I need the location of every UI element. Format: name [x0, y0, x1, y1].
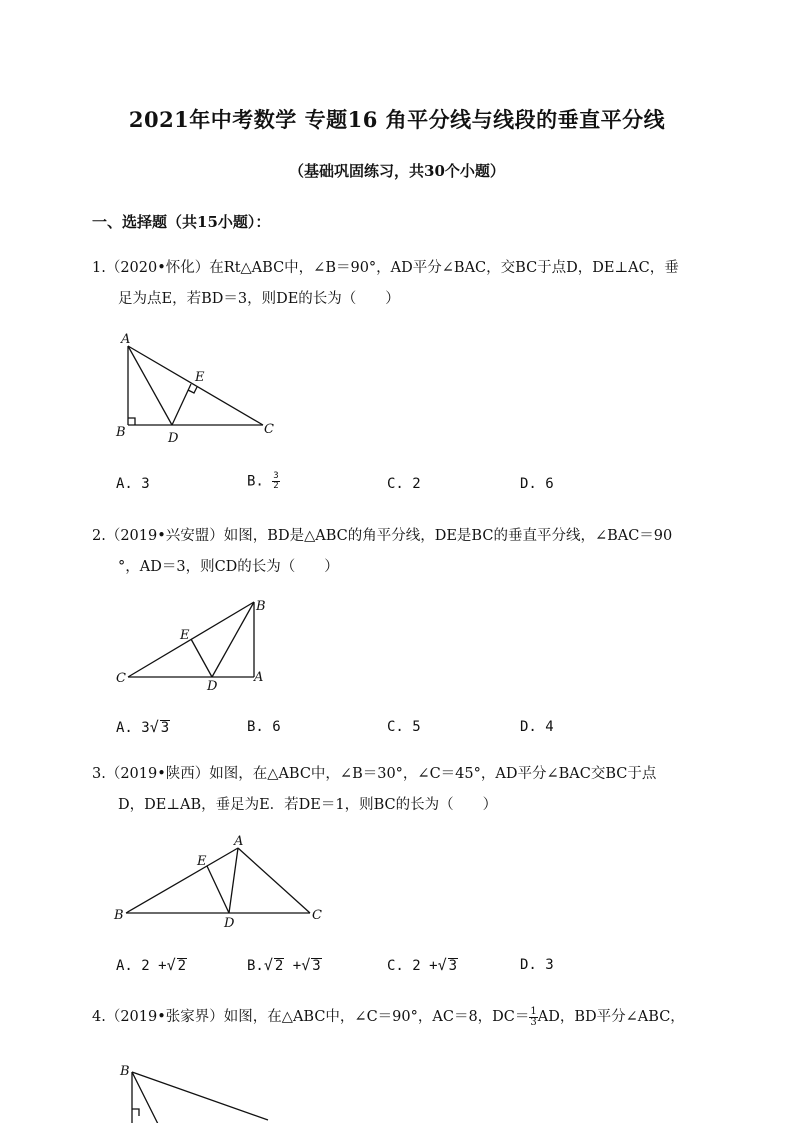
- section-heading: 一、选择题（共15小题）：: [92, 213, 271, 231]
- q1-label-d: D: [168, 431, 179, 446]
- q2-perp-bisector-de: [191, 639, 212, 677]
- q2-option-c: C. 5: [387, 719, 421, 735]
- question-4-line-1: 4.（2019•张家界）如图，在△ABC中，∠C＝90°，AC＝8，DC＝ $\frac{1}{3}$ AD，BD平分∠ABC，: [92, 1005, 685, 1028]
- q1-label-a: A: [121, 332, 131, 347]
- question-1-line-2: 足为点E，若BD＝3，则DE的长为（ ）: [118, 291, 400, 307]
- q3-option-c: C. 2 +√ 3: [387, 956, 458, 974]
- question-2-line-1: 2.（2019•兴安盟）如图，BD是△ABC的角平分线，DE是BC的垂直平分线，∠BAC＝90: [92, 528, 673, 544]
- page-title: 2021年中考数学 专题16 角平分线与线段的垂直平分线: [128, 107, 666, 132]
- q1-side-ac: [128, 346, 263, 425]
- question-2-line-2: °，AD＝3，则CD的长为（ ）: [118, 559, 339, 575]
- question-1-figure: [108, 328, 288, 448]
- q1-label-e: E: [195, 370, 205, 385]
- page-subtitle: （基础巩固练习，共30个小题）: [289, 162, 505, 180]
- question-1-line-1: 1.（2020•怀化）在Rt△ABC中，∠B＝90°，AD平分∠BAC，交BC于点D，DE⊥AC，垂: [92, 260, 679, 276]
- question-3-line-2: D，DE⊥AB，垂足为E．若DE＝1，则BC的长为（ ）: [118, 797, 498, 813]
- q3-option-b: B.√ 2 +√ 3: [247, 956, 321, 974]
- q4-bisector-bd: [132, 1072, 160, 1123]
- q3-label-d: D: [224, 916, 235, 930]
- question-2-figure: [108, 592, 278, 697]
- q3-side-ba: [126, 848, 238, 913]
- q1-option-c: C. 2: [387, 476, 421, 492]
- q1-option-a: A. 3: [116, 476, 150, 492]
- q3-bisector-ad: [229, 848, 238, 913]
- q3-label-c: C: [312, 908, 322, 923]
- q1-bisector-ad: [128, 346, 172, 425]
- q3-label-e: E: [197, 854, 207, 869]
- q3-option-a: A. 2 +√ 2: [116, 956, 187, 974]
- question-4-figure: [108, 1058, 288, 1123]
- q2-label-a: A: [254, 670, 264, 685]
- q2-option-a: A. 3√ 3: [116, 718, 170, 736]
- q4-label-b: B: [120, 1064, 130, 1079]
- q1-option-b: B. $\frac{3}{2}$: [247, 471, 279, 491]
- question-3-line-1: 3.（2019•陕西）如图，在△ABC中，∠B＝30°，∠C＝45°，AD平分∠BAC交BC于点: [92, 766, 657, 782]
- q3-option-d: D. 3: [520, 957, 554, 973]
- q2-option-d: D. 4: [520, 719, 554, 735]
- q2-option-b: B. 6: [247, 719, 281, 735]
- q2-label-b: B: [256, 599, 266, 614]
- q4-right-angle-mark-c: [132, 1109, 139, 1116]
- q1-right-angle-mark-b: [128, 418, 135, 425]
- q3-label-b: B: [114, 908, 124, 923]
- q2-label-e: E: [180, 628, 190, 643]
- q3-label-a: A: [234, 834, 244, 849]
- q3-side-ac: [238, 848, 310, 913]
- q1-label-b: B: [116, 425, 126, 440]
- q1-option-d: D. 6: [520, 476, 554, 492]
- q2-label-c: C: [116, 671, 126, 686]
- q2-bisector-bd: [212, 602, 254, 677]
- q3-perpendicular-de: [207, 866, 229, 913]
- question-3-figure: [108, 830, 328, 930]
- q1-label-c: C: [264, 422, 274, 437]
- q2-label-d: D: [207, 679, 218, 694]
